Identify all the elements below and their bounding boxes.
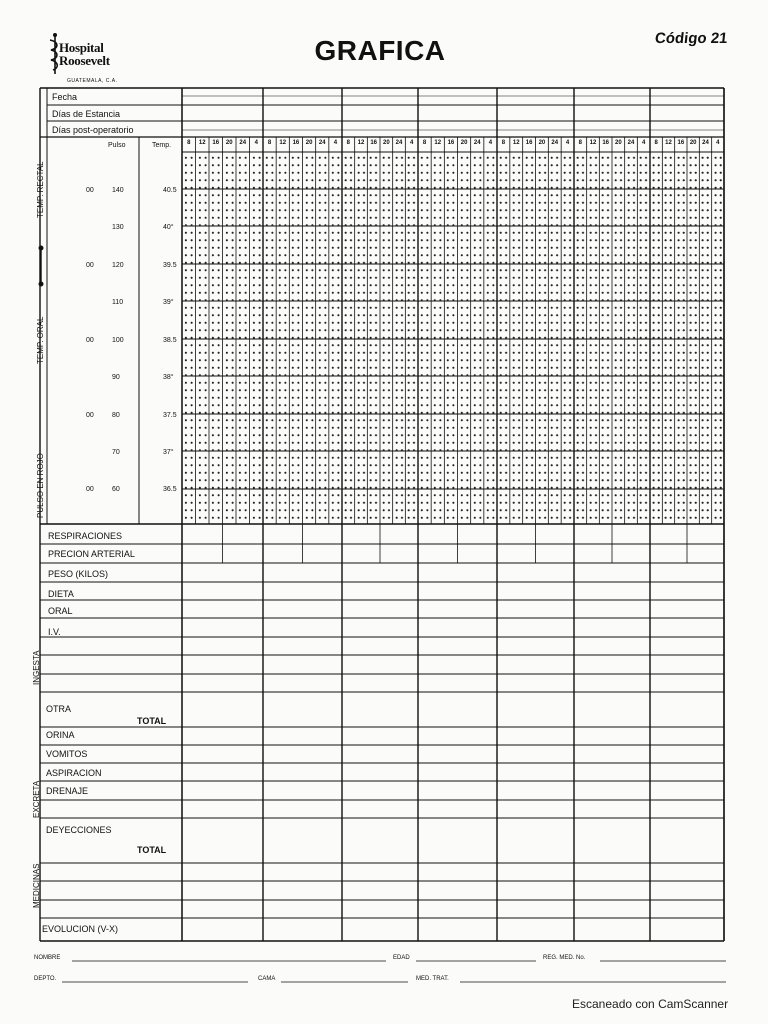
- side-label-temp-oral: TEMP. ORAL: [36, 316, 45, 364]
- hour-label: 8: [501, 140, 506, 146]
- dot-column: [549, 154, 560, 522]
- deyecciones-label: DEYECCIONES: [46, 825, 112, 835]
- hour-label: 20: [614, 140, 622, 146]
- dot-column: [651, 154, 661, 522]
- hour-label: 4: [409, 140, 414, 146]
- scale-temp: 40°: [163, 224, 174, 231]
- scale-pulse: 110: [112, 299, 124, 306]
- dot-column: [290, 154, 301, 522]
- temp-header: Temp.: [152, 142, 172, 149]
- side-label-ingesta: INGESTA: [32, 650, 41, 685]
- dot-column: [537, 154, 548, 522]
- scale-temp: 37°: [163, 449, 174, 456]
- dot-column: [277, 154, 288, 522]
- hour-label: 20: [382, 140, 390, 146]
- hour-label: 16: [525, 140, 533, 146]
- hour-label: 4: [716, 140, 720, 146]
- scale-temp: 38.5: [163, 337, 177, 344]
- otra-label: OTRA: [46, 704, 72, 714]
- logo-line-2: Roosevelt: [59, 53, 110, 68]
- dot-column: [356, 154, 367, 522]
- dot-column: [485, 154, 496, 522]
- dot-column: [663, 154, 673, 522]
- scale-pulse: 80: [112, 412, 120, 419]
- dot-column: [330, 154, 341, 522]
- hour-label: 20: [538, 140, 546, 146]
- scale-pulse: 130: [112, 224, 124, 231]
- oral-label: ORAL: [48, 606, 73, 616]
- dot-column: [406, 154, 417, 522]
- scale-temp: 37.5: [163, 412, 177, 419]
- hour-label: 8: [267, 140, 272, 146]
- page-title: GRAFICA: [314, 35, 446, 66]
- hour-label: 4: [333, 140, 338, 146]
- dot-column: [588, 154, 599, 522]
- hour-label: 24: [395, 140, 403, 146]
- fecha-label: Fecha: [52, 92, 78, 102]
- pulso-header: Pulso: [108, 142, 126, 149]
- dot-column: [511, 154, 522, 522]
- side-label-temp-rectal: TEMP. RECTAL: [36, 161, 45, 218]
- hour-label: 8: [187, 140, 191, 146]
- form-code: Código 21: [654, 30, 729, 47]
- dot-column: [472, 154, 483, 522]
- hour-label: 24: [551, 140, 559, 146]
- hour-label: 20: [225, 140, 233, 146]
- dot-column: [575, 154, 586, 522]
- hour-label: 4: [488, 140, 493, 146]
- dot-column: [264, 154, 275, 522]
- scale-marker: 00: [86, 262, 94, 269]
- scale-pulse: 100: [112, 337, 124, 344]
- dot-column: [445, 154, 456, 522]
- respiraciones-label: RESPIRACIONES: [48, 531, 123, 541]
- dot-column: [394, 154, 405, 522]
- dot-column: [459, 154, 470, 522]
- scale-temp: 36.5: [163, 486, 177, 493]
- hour-label: 12: [198, 140, 206, 146]
- dot-column: [251, 154, 263, 522]
- side-label-pulso: PULSO EN ROJO: [36, 453, 45, 518]
- hour-label: 12: [512, 140, 520, 146]
- dot-column: [432, 154, 443, 522]
- dot-column: [237, 154, 249, 522]
- dot-column: [183, 154, 195, 522]
- scale-pulse: 140: [112, 187, 124, 194]
- dot-column: [700, 154, 710, 522]
- hour-label: 16: [370, 140, 377, 146]
- scale-temp: 40.5: [163, 187, 177, 194]
- hour-label: 16: [602, 140, 609, 146]
- hour-label: 8: [422, 140, 427, 146]
- vomitos-label: VOMITOS: [46, 749, 88, 759]
- hour-label: 12: [434, 140, 442, 146]
- dot-column: [638, 154, 649, 522]
- scale-pulse: 60: [112, 486, 120, 493]
- scale-temp: 38°: [163, 374, 174, 381]
- logo-line-1: Hospital: [59, 40, 104, 55]
- hour-label: 20: [689, 140, 697, 146]
- dot-column: [613, 154, 624, 522]
- aspiracion-label: ASPIRACION: [46, 768, 102, 778]
- hour-label: 12: [665, 140, 672, 146]
- dot-column: [600, 154, 611, 522]
- hour-label: 4: [254, 140, 258, 146]
- scale-temp: 39.5: [163, 262, 177, 269]
- hour-label: 8: [346, 140, 350, 146]
- hour-label: 16: [677, 140, 685, 146]
- dot-column: [626, 154, 637, 522]
- hour-label: 16: [292, 140, 300, 146]
- dot-column: [381, 154, 392, 522]
- hour-label: 20: [460, 140, 468, 146]
- iv-label: I.V.: [48, 627, 61, 637]
- scale-pulse: 90: [112, 374, 120, 381]
- dot-column: [210, 154, 222, 522]
- dias-estancia-label: Días de Estancia: [52, 109, 121, 119]
- scale-temp: 39°: [163, 299, 174, 306]
- hour-label: 24: [473, 140, 481, 146]
- dias-post-label: Días post-operatorio: [52, 125, 134, 135]
- total-ingesta-label: TOTAL: [137, 716, 167, 726]
- scale-marker: 00: [86, 187, 94, 194]
- total-excreta-label: TOTAL: [137, 845, 167, 855]
- dot-column: [343, 154, 354, 522]
- scale-marker: 00: [86, 337, 94, 344]
- dot-column: [419, 154, 430, 522]
- hour-label: 4: [641, 140, 646, 146]
- med-trat-label: MED. TRAT.: [416, 976, 449, 982]
- bracket-marker-icon: [36, 244, 46, 288]
- scale-marker: 00: [86, 486, 94, 493]
- hour-label: 4: [565, 140, 570, 146]
- orina-label: ORINA: [46, 730, 75, 740]
- hour-label: 24: [239, 140, 247, 146]
- hour-label: 8: [654, 140, 658, 146]
- hour-label: 16: [212, 140, 220, 146]
- hour-label: 24: [627, 140, 635, 146]
- dot-column: [498, 154, 509, 522]
- nombre-label: NOMBRE: [34, 955, 61, 961]
- scale-marker: 00: [86, 412, 94, 419]
- cama-label: CAMA: [258, 976, 276, 982]
- hour-label: 12: [589, 140, 597, 146]
- scale-pulse: 120: [112, 262, 124, 269]
- dieta-label: DIETA: [48, 589, 74, 599]
- peso-label: PESO (KILOS): [48, 569, 109, 579]
- hour-label: 20: [305, 140, 313, 146]
- drenaje-label: DRENAJE: [46, 786, 89, 796]
- hour-label: 12: [279, 140, 287, 146]
- side-label-excreta: EXCRETA: [32, 780, 41, 818]
- scanner-watermark: Escaneado con CamScanner: [572, 997, 729, 1011]
- hour-label: 8: [578, 140, 582, 146]
- precion-label: PRECION ARTERIAL: [48, 549, 135, 559]
- hour-label: 24: [318, 140, 326, 146]
- dot-column: [524, 154, 535, 522]
- dot-column: [676, 154, 686, 522]
- dot-column: [317, 154, 328, 522]
- dot-column: [224, 154, 236, 522]
- hour-label: 16: [447, 140, 455, 146]
- dot-column: [368, 154, 379, 522]
- hour-label: 12: [357, 140, 365, 146]
- scale-pulse: 70: [112, 449, 120, 456]
- depto-label: DEPTO.: [34, 976, 57, 982]
- hour-label: 24: [702, 140, 709, 146]
- evolucion-label: EVOLUCION (V-X): [42, 924, 119, 934]
- dot-column: [688, 154, 698, 522]
- edad-label: EDAD: [393, 955, 410, 961]
- dot-column: [713, 154, 723, 522]
- side-label-medicinas: MEDICINAS: [32, 863, 41, 908]
- dot-column: [304, 154, 315, 522]
- dot-column: [562, 154, 573, 522]
- reg-med-label: REG. MED. No.: [543, 955, 586, 961]
- logo-subtitle: GUATEMALA, C.A.: [67, 78, 118, 84]
- dot-column: [197, 154, 209, 522]
